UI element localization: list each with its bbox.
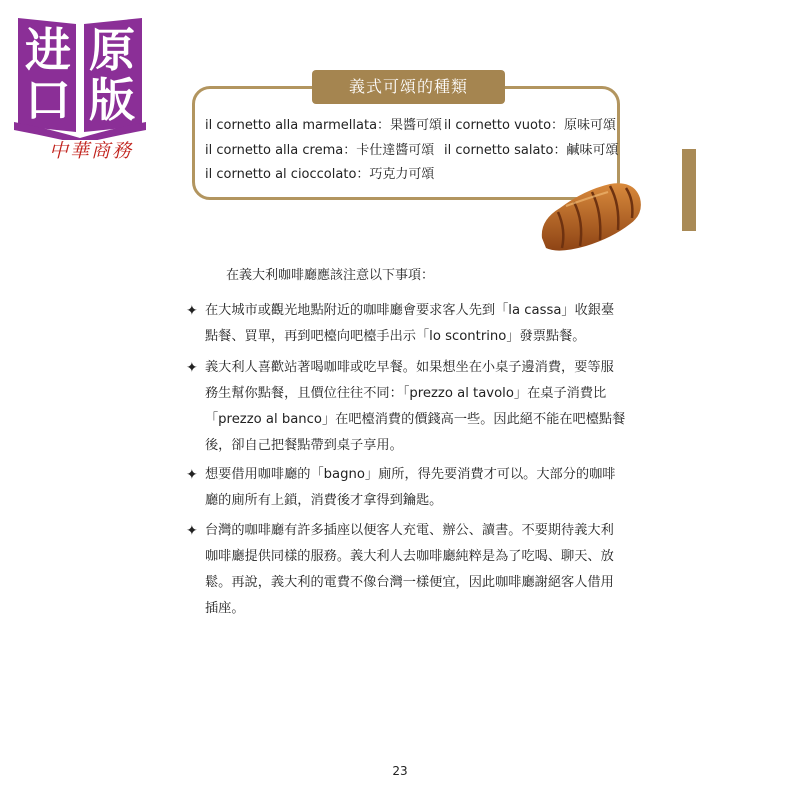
type-item-crema: il cornetto alla crema：卡仕達醬可頌 <box>205 143 435 158</box>
logo-char-ban: 版 <box>89 73 135 127</box>
bullet-2-line-1: 義大利人喜歡站著喝咖啡或吃早餐。如果想坐在小桌子邊消費，要等服 <box>205 360 614 375</box>
four-point-star-icon: ✦ <box>186 467 198 483</box>
bullet-4-line-4: 插座。 <box>205 601 245 616</box>
four-point-star-icon: ✦ <box>186 523 198 539</box>
bullet-4-line-2: 咖啡廳提供同樣的服務。義大利人去咖啡廳純粹是為了吃喝、聊天、放 <box>205 549 614 564</box>
logo-char-yuan: 原 <box>89 23 135 77</box>
logo-char-jin: 进 <box>25 23 71 77</box>
bullet-3-line-1: 想要借用咖啡廳的「bagno」廁所，得先要消費才可以。大部分的咖啡 <box>205 467 616 482</box>
bullet-4-line-3: 鬆。再說，義大利的電費不像台灣一樣便宜，因此咖啡廳謝絕客人借用 <box>205 575 614 590</box>
bullet-1-line-2: 點餐、買單，再到吧檯向吧檯手出示「lo scontrino」發票點餐。 <box>205 329 586 344</box>
type-item-vuoto: il cornetto vuoto：原味可頌 <box>444 118 617 133</box>
page-number: 23 <box>392 764 408 778</box>
logo-char-kou: 口 <box>25 73 71 127</box>
bullet-2-line-4: 後，卻自己把餐點帶到桌子享用。 <box>205 438 403 453</box>
four-point-star-icon: ✦ <box>186 303 198 319</box>
type-item-marmellata: il cornetto alla marmellata：果醬可頌 <box>205 118 443 133</box>
intro-text: 在義大利咖啡廳應該注意以下事項： <box>226 268 435 283</box>
croissant-types-title: 義式可頌的種類 <box>312 70 505 104</box>
publisher-logo <box>10 10 150 170</box>
bullet-2-line-3: 「prezzo al banco」在吧檯消費的價錢高一些。因此絕不能在吧檯點餐 <box>205 412 626 427</box>
logo-subtitle: 中華商務 <box>48 140 133 162</box>
bullet-4-line-1: 台灣的咖啡廳有許多插座以便客人充電、辦公、讀書。不要期待義大利 <box>205 523 614 538</box>
type-item-salato: il cornetto salato：鹹味可頌 <box>444 143 619 158</box>
bullet-3-line-2: 廳的廁所有上鎖，消費後才拿得到鑰匙。 <box>205 493 443 508</box>
croissant-illustration <box>536 168 646 258</box>
four-point-star-icon: ✦ <box>186 360 198 376</box>
type-item-cioccolato: il cornetto al cioccolato：巧克力可頌 <box>205 167 435 182</box>
bullet-1-line-1: 在大城市或觀光地點附近的咖啡廳會要求客人先到「la cassa」收銀臺 <box>205 303 615 318</box>
chapter-side-tab <box>682 149 696 231</box>
bullet-2-line-2: 務生幫你點餐，且價位往往不同：「prezzo al tavolo」在桌子消費比 <box>205 386 607 401</box>
